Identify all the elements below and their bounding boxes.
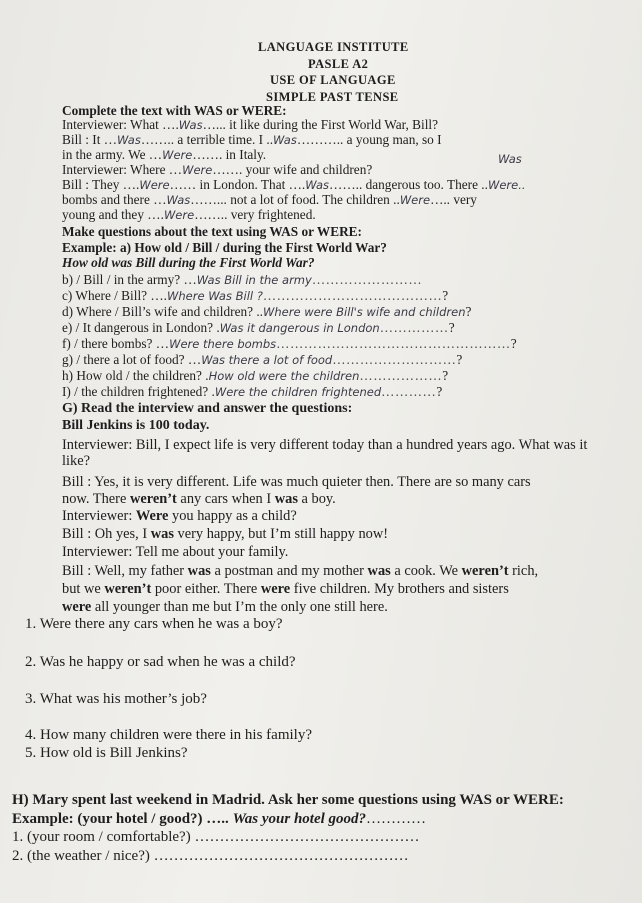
question-prompt: g) / there a lot of food? … bbox=[62, 352, 202, 367]
part-h-instruction: H) Mary spent last weekend in Madrid. Ask her some questions using WAS or WERE: bbox=[12, 792, 564, 808]
handwritten-answer: How old were the children bbox=[208, 369, 360, 383]
bold-verb: Were bbox=[135, 508, 169, 524]
handwritten-answer: Were bbox=[399, 193, 431, 207]
handwritten-answer: Was bbox=[166, 193, 191, 207]
text-segment: ……... not a lot of food. The children .. bbox=[190, 192, 400, 207]
interview-line-6c bbox=[62, 599, 388, 616]
bold-verb: was bbox=[367, 563, 391, 579]
question-item-b bbox=[62, 272, 422, 288]
section-title: USE OF LANGUAGE bbox=[270, 73, 396, 87]
question-prompt: b) / Bill / in the army? … bbox=[62, 272, 197, 287]
handwritten-answer: Were.. bbox=[487, 178, 526, 192]
part-h-example bbox=[12, 811, 426, 828]
part-g-instruction: G) Read the interview and answer the questions: bbox=[62, 401, 353, 416]
text-segment: in the army. We … bbox=[62, 147, 163, 162]
text-line-4 bbox=[62, 162, 372, 178]
text-segment: …… in London. That …. bbox=[169, 177, 306, 192]
question-prompt: d) Where / Bill’s wife and children? .. bbox=[62, 304, 263, 319]
institute-title: LANGUAGE INSTITUTE bbox=[258, 40, 409, 54]
text-segment: …….. very frightened. bbox=[194, 207, 316, 222]
handwritten-answer: Were the children frightened bbox=[214, 385, 382, 399]
question-tail: ? bbox=[510, 336, 517, 351]
text-segment: Bill : They …. bbox=[62, 177, 140, 192]
fill-in-instruction: Complete the text with WAS or WERE: bbox=[62, 103, 287, 118]
text-line-7 bbox=[62, 207, 316, 223]
text-line-6 bbox=[62, 192, 477, 208]
text-segment: Bill : Well, my father bbox=[62, 563, 188, 579]
text-segment: five children. My brothers and sisters bbox=[290, 581, 509, 597]
bold-verb: was bbox=[187, 563, 211, 579]
answer-dots: ……………… bbox=[359, 368, 443, 383]
question-item-i bbox=[62, 384, 442, 400]
text-segment: Interviewer: Where … bbox=[62, 162, 183, 177]
question-tail: ? bbox=[436, 384, 443, 399]
interview-line-3 bbox=[62, 508, 297, 525]
question-prompt: I) / the children frightened? . bbox=[62, 384, 215, 399]
question-item-h bbox=[62, 368, 448, 384]
text-segment: young and they …. bbox=[62, 207, 164, 222]
comprehension-question-2: 2. Was he happy or sad when he was a child? bbox=[25, 654, 296, 670]
text-segment: rich, bbox=[508, 563, 539, 579]
part-h-question-2: 2. (the weather / nice?) …………………………………………… bbox=[12, 848, 409, 864]
example-answer: Was your hotel good? bbox=[232, 811, 367, 827]
bold-verb: weren’t bbox=[104, 581, 152, 597]
bold-verb: was bbox=[150, 526, 174, 542]
handwritten-answer: Was it dangerous in London bbox=[219, 321, 380, 335]
comprehension-question-4: 4. How many children were there in his family? bbox=[25, 727, 312, 743]
text-line-3 bbox=[62, 147, 266, 163]
comprehension-question-3: 3. What was his mother’s job? bbox=[25, 691, 207, 707]
level-title: PASLE A2 bbox=[308, 57, 369, 71]
handwritten-answer: Was there a lot of food bbox=[201, 353, 333, 367]
text-line-5 bbox=[62, 177, 526, 193]
text-segment: but we bbox=[62, 581, 105, 597]
handwritten-answer: Was bbox=[178, 118, 203, 132]
text-segment: you happy as a child? bbox=[168, 508, 297, 524]
handwritten-answer: Were bbox=[163, 208, 195, 222]
text-segment: …….. a terrible time. I .. bbox=[140, 132, 274, 147]
handwritten-answer: Was Bill in the army bbox=[196, 273, 312, 287]
interview-line-6b bbox=[62, 581, 509, 598]
text-segment: poor either. There bbox=[151, 581, 261, 597]
text-segment: ……….. a young man, so I bbox=[296, 132, 442, 147]
part-g-subtitle: Bill Jenkins is 100 today. bbox=[62, 418, 210, 433]
text-segment: Interviewer: bbox=[62, 508, 136, 524]
text-segment: Interviewer: What …. bbox=[62, 117, 179, 132]
questions-example: Example: a) How old / Bill / during the First World War? bbox=[62, 240, 387, 255]
text-segment: a cook. We bbox=[390, 563, 462, 579]
question-item-d bbox=[62, 304, 471, 320]
text-line-2 bbox=[62, 132, 442, 148]
text-segment: all younger than me but I’m the only one still here. bbox=[91, 599, 388, 615]
question-tail: ? bbox=[465, 304, 472, 319]
answer-dots: ……………………… bbox=[332, 352, 457, 367]
handwritten-answer: Was bbox=[305, 178, 330, 192]
handwritten-answer: Were bbox=[139, 178, 170, 192]
interview-line-6a bbox=[62, 563, 538, 580]
text-segment: Bill : It … bbox=[62, 132, 118, 147]
comprehension-question-5: 5. How old is Bill Jenkins? bbox=[25, 745, 188, 761]
question-tail: ? bbox=[442, 368, 449, 383]
interview-line-1b: like? bbox=[62, 453, 90, 469]
handwritten-answer: Were bbox=[162, 148, 193, 162]
bold-verb: weren’t bbox=[461, 563, 509, 579]
text-segment: Bill : Oh yes, I bbox=[62, 526, 151, 542]
handwritten-answer: Was bbox=[498, 152, 522, 166]
interview-line-2b bbox=[62, 491, 336, 508]
question-prompt: f) / there bombs? … bbox=[62, 336, 170, 351]
handwritten-answer: Were there bombs bbox=[169, 337, 277, 351]
interview-line-5: Interviewer: Tell me about your family. bbox=[62, 544, 289, 560]
topic-title: SIMPLE PAST TENSE bbox=[266, 90, 399, 104]
handwritten-answer: Was bbox=[117, 133, 141, 147]
example-prompt: Example: (your hotel / good?) ….. bbox=[12, 811, 233, 827]
answer-dots: ………………………………… bbox=[262, 288, 443, 303]
answer-dots: …………………………………………… bbox=[276, 336, 511, 351]
text-segment: ……. in Italy. bbox=[192, 147, 267, 162]
text-line-1 bbox=[62, 117, 438, 133]
bold-verb: were bbox=[260, 581, 291, 597]
question-item-g bbox=[62, 352, 462, 368]
question-tail: ? bbox=[442, 288, 449, 303]
text-segment: ….. very bbox=[430, 192, 477, 207]
text-segment: bombs and there … bbox=[62, 192, 167, 207]
questions-instruction: Make questions about the text using WAS or WERE: bbox=[62, 224, 362, 239]
handwritten-answer: Were bbox=[182, 163, 213, 177]
answer-dots: …………… bbox=[379, 320, 449, 335]
question-tail: ? bbox=[456, 352, 463, 367]
comprehension-question-1: 1. Were there any cars when he was a boy? bbox=[25, 616, 283, 632]
answer-dots: ………… bbox=[381, 384, 437, 399]
text-segment: ……. your wife and children? bbox=[212, 162, 373, 177]
answer-dots: ………… bbox=[366, 811, 427, 827]
text-segment: …….. dangerous too. There .. bbox=[329, 177, 488, 192]
question-prompt: e) / It dangerous in London? . bbox=[62, 320, 220, 335]
interview-line-1a: Interviewer: Bill, I expect life is very different today than a hundred years ago. What was it bbox=[62, 437, 588, 453]
question-prompt: h) How old / the children? . bbox=[62, 368, 209, 383]
question-item-c bbox=[62, 288, 448, 304]
handwritten-answer: Where were Bill's wife and children bbox=[263, 305, 466, 319]
text-segment: a boy. bbox=[297, 491, 336, 507]
bold-verb: weren’t bbox=[129, 491, 177, 507]
text-segment: now. There bbox=[62, 491, 130, 507]
handwritten-answer: Where Was Bill ? bbox=[167, 289, 263, 303]
interview-line-4 bbox=[62, 526, 388, 543]
handwritten-answer: Was bbox=[273, 133, 297, 147]
bold-verb: were bbox=[62, 599, 92, 615]
questions-example-answer: How old was Bill during the First World War? bbox=[62, 255, 315, 270]
question-tail: ? bbox=[448, 320, 455, 335]
question-item-e bbox=[62, 320, 455, 336]
question-item-f bbox=[62, 336, 517, 352]
bold-verb: was bbox=[274, 491, 298, 507]
part-h-question-1: 1. (your room / comfortable?) ……………………………………… bbox=[12, 829, 420, 845]
text-segment: a postman and my mother bbox=[210, 563, 368, 579]
answer-dots: …………………… bbox=[311, 272, 423, 287]
text-segment: …... it like during the First World War, Bill? bbox=[202, 117, 438, 132]
interview-line-2a: Bill : Yes, it is very different. Life was much quieter then. There are so many cars bbox=[62, 474, 531, 490]
text-segment: very happy, but I’m still happy now! bbox=[173, 526, 389, 542]
text-segment: any cars when I bbox=[176, 491, 275, 507]
question-prompt: c) Where / Bill? …. bbox=[62, 288, 167, 303]
